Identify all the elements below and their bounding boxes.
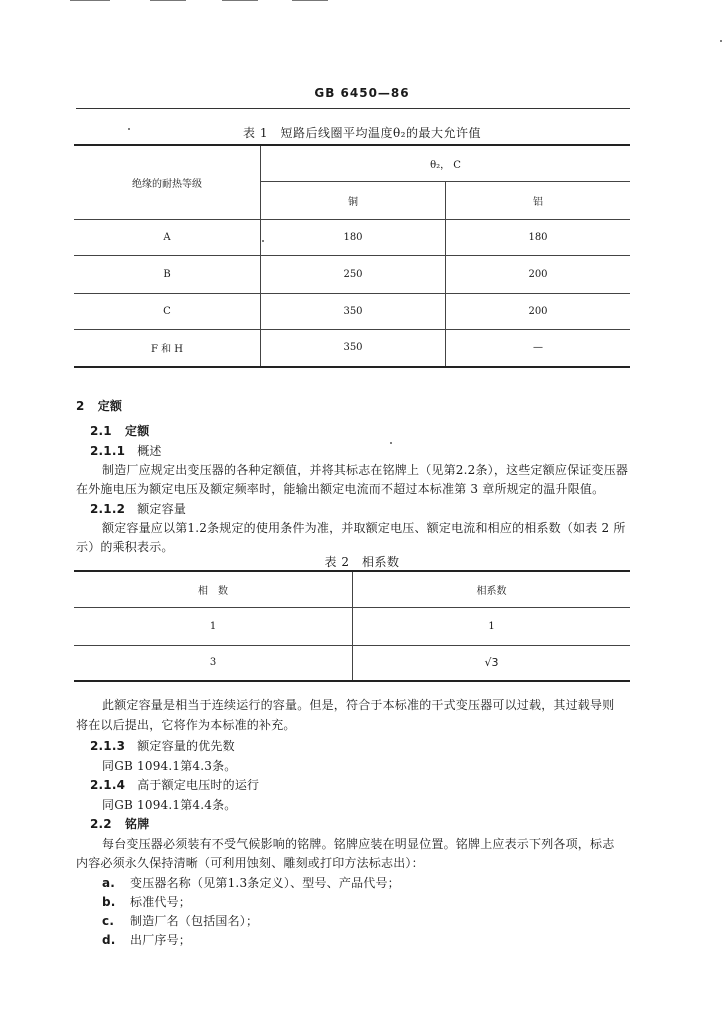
section-2-1-3-heading <box>90 737 235 754</box>
table1-cell-aluminum: 180 <box>446 219 631 255</box>
section-number: 2.1 <box>90 424 112 438</box>
paragraph-line: 同GB 1094.1第4.3条。 <box>102 759 237 773</box>
scan-speck <box>720 40 722 42</box>
table1-header-aluminum: 铝 <box>446 181 631 219</box>
table1-cell-aluminum: 200 <box>446 255 631 293</box>
section-number: 2.1.4 <box>90 778 126 792</box>
table2-caption: 表 2 相系数 <box>324 555 400 569</box>
section-title: 定额 <box>125 424 150 438</box>
section-number: 2 <box>76 399 85 413</box>
paragraph-line: 此额定容量是相当于连续运行的容量。但是，符合于本标准的干式变压器可以过载，其过载导则 <box>102 698 615 712</box>
list-item <box>102 912 258 929</box>
table1-cell-copper: 250 <box>261 255 446 293</box>
section-2-1-2-heading <box>90 500 186 517</box>
section-2-heading <box>76 397 122 414</box>
table1-cell-copper: 350 <box>261 293 446 329</box>
section-title: 定额 <box>97 399 123 413</box>
table1-cell-class: A <box>74 219 261 255</box>
scan-artifact-line <box>150 0 186 1</box>
paragraph-line: 示）的乘积表示。 <box>76 540 174 554</box>
table1-cell-class: F 和 H <box>74 329 261 367</box>
standard-code-header: GB 6450—86 <box>314 86 410 100</box>
paragraph-line: 在外施电压为额定电压及额定频率时，能输出额定电流而不超过本标准第 3 章所规定的温升限值。 <box>76 482 605 496</box>
list-item-label: b. <box>102 895 116 909</box>
scan-speck <box>262 240 264 242</box>
section-number: 2.1.2 <box>90 502 126 516</box>
paragraph-line: 额定容量应以第1.2条规定的使用条件为准，并取额定电压、额定电流和相应的相系数（如表 2 所 <box>102 521 626 535</box>
table2-cell-phase: 3 <box>74 645 353 681</box>
section-number: 2.1.1 <box>90 444 126 458</box>
table1-cell-class: C <box>74 293 261 329</box>
table2-cell-factor: 1 <box>353 607 631 645</box>
table1-header-class: 绝缘的耐热等级 <box>74 145 261 219</box>
list-item-label: c. <box>102 914 115 928</box>
table-row <box>74 329 630 367</box>
paragraph-line: 将在以后提出，它将作为本标准的补充。 <box>76 718 296 732</box>
table1 <box>74 144 630 368</box>
list-item-label: d. <box>102 933 116 947</box>
table2-cell-phase: 1 <box>74 607 353 645</box>
list-item <box>102 931 191 948</box>
section-title: 额定容量 <box>137 502 187 516</box>
section-2-2-heading <box>90 815 149 832</box>
list-item <box>102 893 191 910</box>
paragraph-line: 内容必须永久保持清晰（可利用蚀刻、雕刻或打印方法标志出）： <box>76 856 424 870</box>
table-row <box>74 255 630 293</box>
section-number: 2.2 <box>90 817 112 831</box>
list-item-text: 变压器名称（见第1.3条定义）、型号、产品代号； <box>130 876 400 890</box>
paragraph-line: 制造厂应规定出变压器的各种定额值，并将其标志在铭牌上（见第2.2条），这些定额应保证变压器 <box>102 463 629 477</box>
section-title: 额定容量的优先数 <box>137 739 235 753</box>
list-item-text: 制造厂名（包括国名）； <box>130 914 259 928</box>
table2-header-factor: 相系数 <box>476 585 507 597</box>
table2-cell-factor: √3 <box>353 645 631 681</box>
section-title: 概述 <box>137 444 162 458</box>
header-rule <box>76 108 630 109</box>
scan-speck <box>390 442 392 444</box>
table2 <box>74 570 630 682</box>
scan-speck <box>128 128 130 130</box>
list-item-label: a. <box>102 876 116 890</box>
scan-artifact-line <box>222 0 258 1</box>
table1-cell-copper: 180 <box>261 219 446 255</box>
table1-header-temp: θ₂， C <box>430 159 461 171</box>
table1-cell-class: B <box>74 255 261 293</box>
paragraph-line: 同GB 1094.1第4.4条。 <box>102 798 237 812</box>
table1-cell-aluminum: — <box>446 329 631 367</box>
table1-cell-aluminum: 200 <box>446 293 631 329</box>
list-item-text: 标准代号； <box>130 895 192 909</box>
table1-cell-copper: 350 <box>261 329 446 367</box>
section-2-1-1-heading <box>90 442 162 459</box>
scan-artifact-line <box>292 0 328 1</box>
section-title: 铭牌 <box>125 817 150 831</box>
table1-caption: 表 1 短路后线圈平均温度θ₂的最大允许值 <box>243 126 481 140</box>
section-2-1-4-heading <box>90 776 259 793</box>
list-item <box>102 874 400 891</box>
section-2-1-heading <box>90 422 149 439</box>
table-row <box>74 219 630 255</box>
table2-header-phase: 相 数 <box>74 571 353 607</box>
table1-header-copper: 铜 <box>261 181 446 219</box>
section-number: 2.1.3 <box>90 739 126 753</box>
table-row <box>74 607 630 645</box>
section-title: 高于额定电压时的运行 <box>137 778 260 792</box>
list-item-text: 出厂序号； <box>130 933 192 947</box>
paragraph-line: 每台变压器必须装有不受气候影响的铭牌。铭牌应装在明显位置。铭牌上应表示下列各项，标志 <box>102 837 615 851</box>
table-row <box>74 293 630 329</box>
scan-artifact-line <box>70 0 110 1</box>
table-row <box>74 645 630 681</box>
